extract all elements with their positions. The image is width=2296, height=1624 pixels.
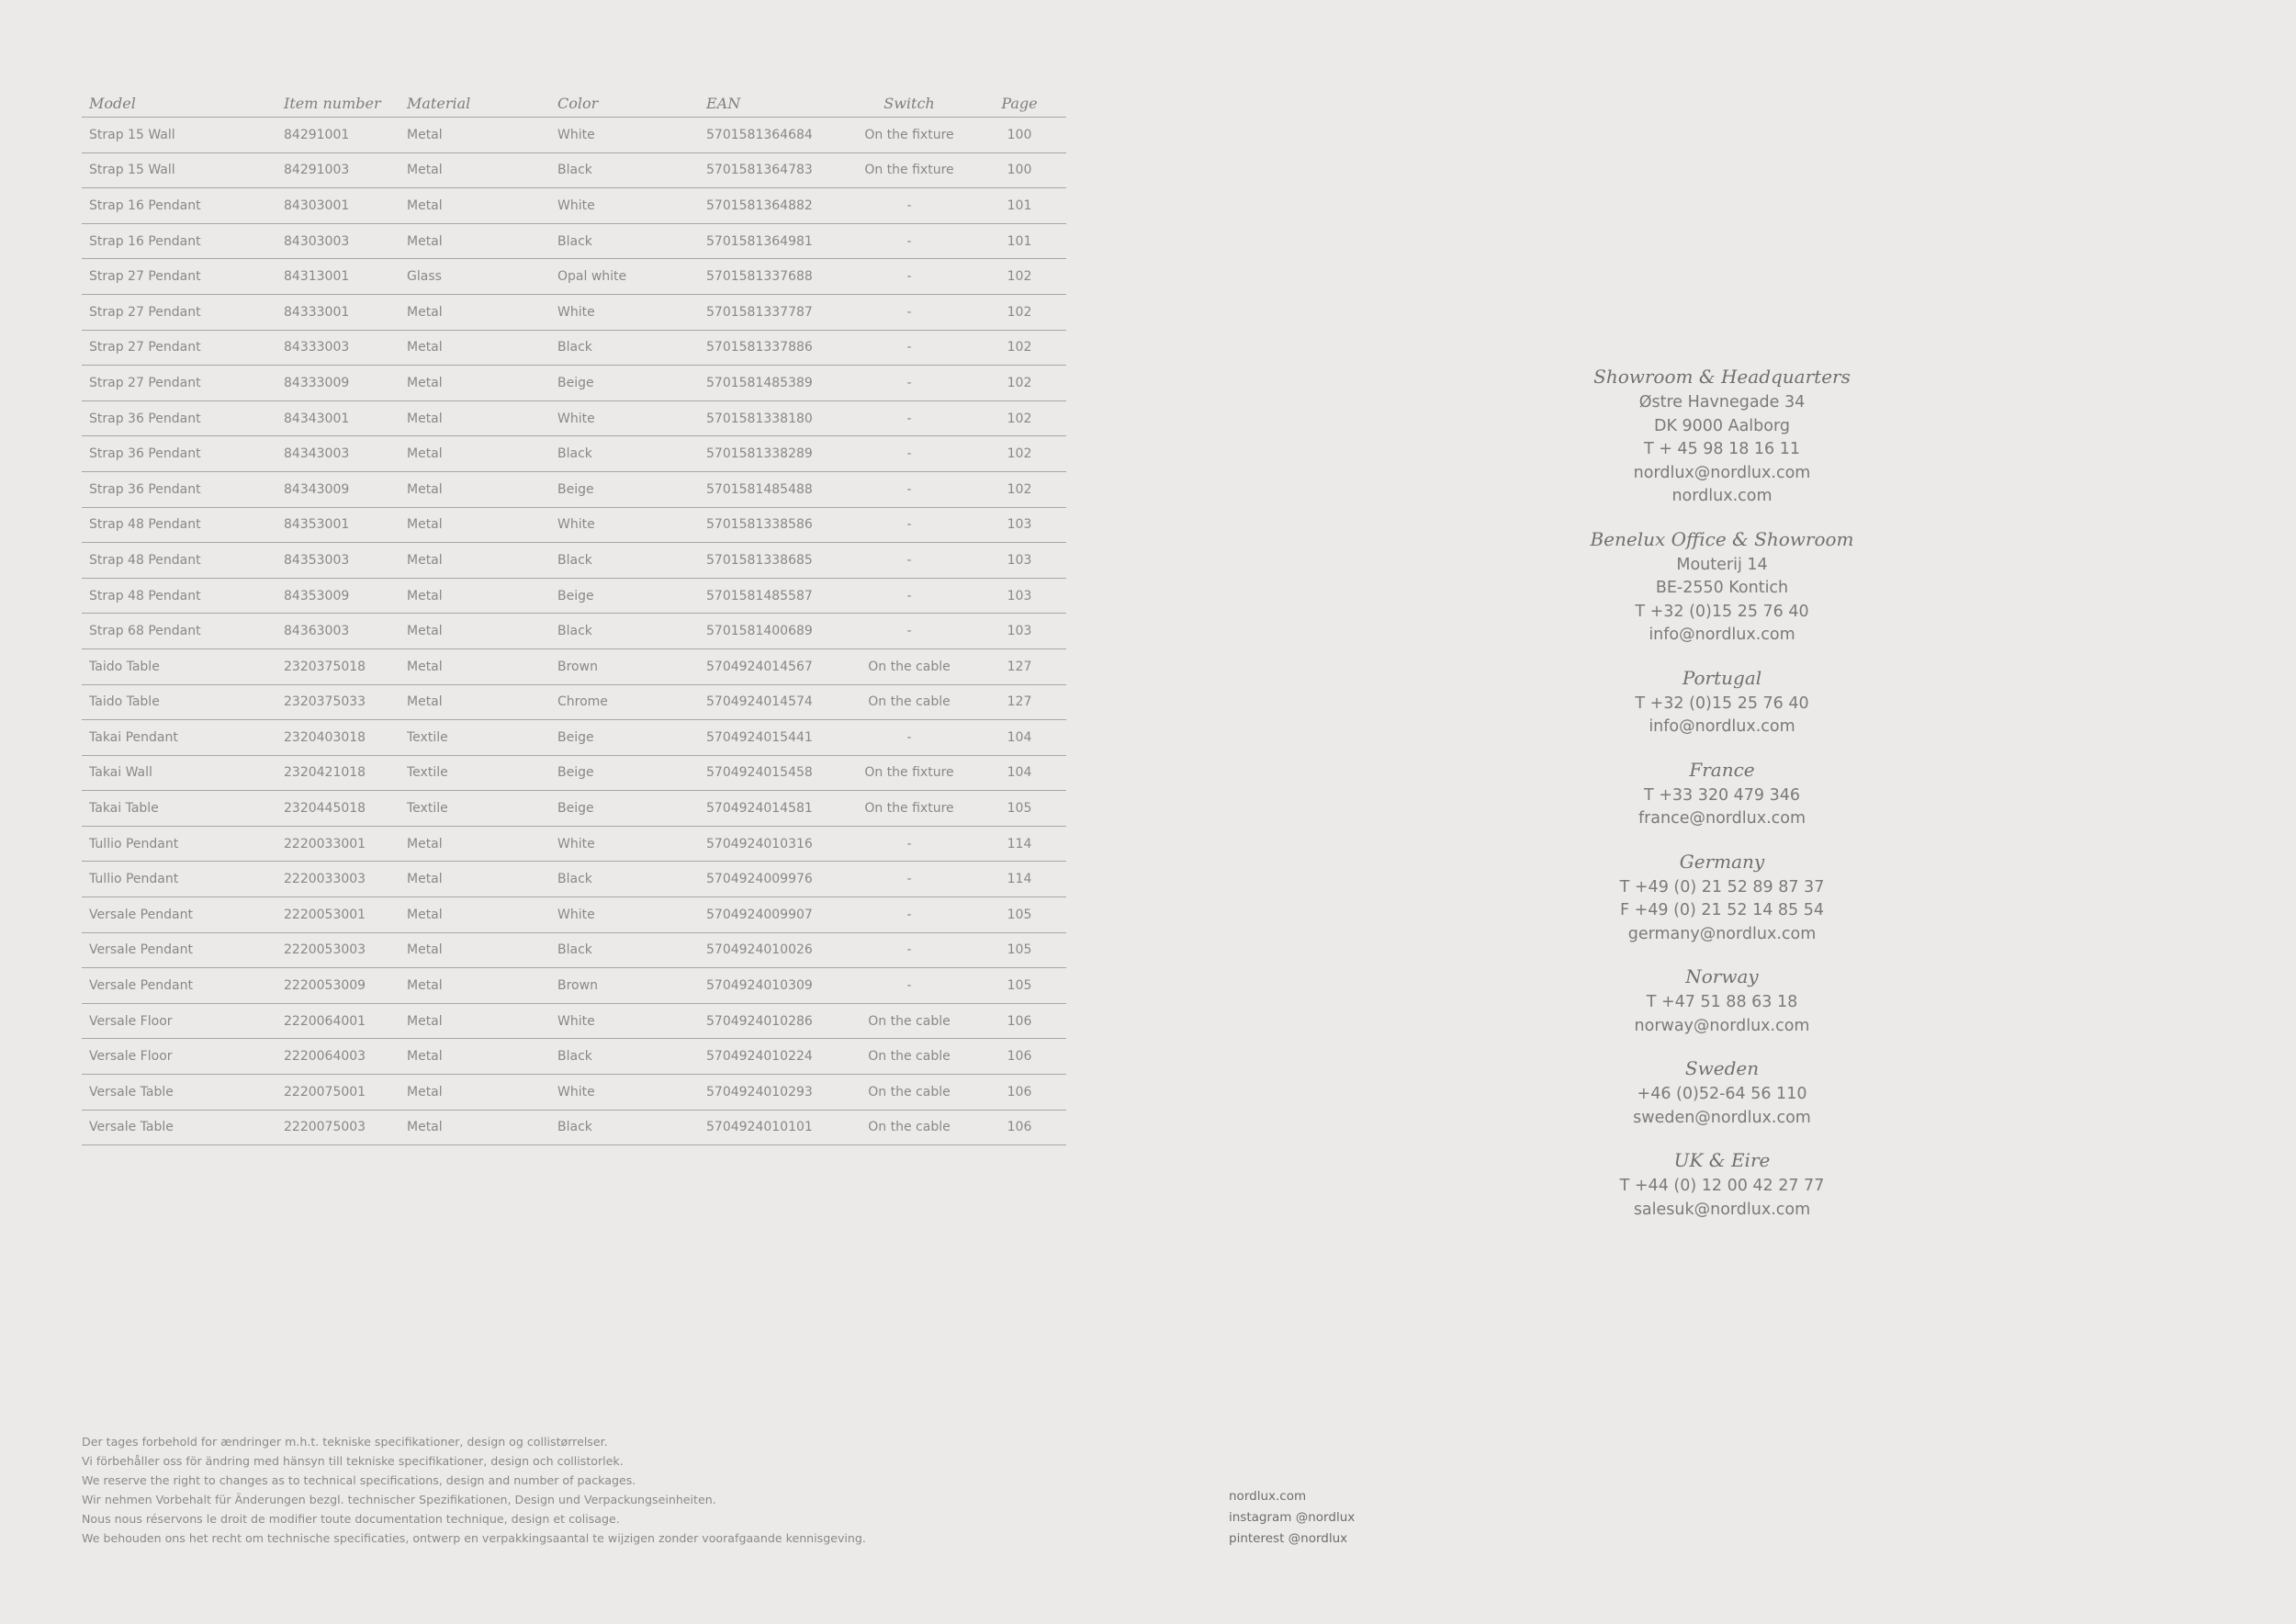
cell-switch: On the fixture [846,755,973,791]
cell-color: Beige [550,366,699,401]
cell-model: Strap 68 Pendant [82,614,276,649]
cell-model: Strap 16 Pendant [82,223,276,259]
cell-ean: 5704924010224 [699,1039,846,1075]
cell-switch: - [846,188,973,224]
cell-material: Metal [400,188,550,224]
cell-model: Versale Table [82,1110,276,1145]
cell-ean: 5701581485389 [699,366,846,401]
table-row [82,1110,1066,1145]
office-detail-line: salesuk@nordlux.com [1633,1200,1811,1219]
table-row [82,118,1066,153]
table-row [82,684,1066,720]
cell-material: Metal [400,1075,550,1111]
office-title: Benelux Office & Showroom [1590,527,1854,550]
cell-page: 103 [973,543,1066,579]
cell-model: Strap 27 Pendant [82,259,276,295]
office-detail-line: Mouterij 14 [1676,555,1768,574]
cell-material: Metal [400,471,550,507]
cell-item-number: 84303001 [276,188,400,224]
header-color: Color [550,89,699,118]
cell-color: Opal white [550,259,699,295]
cell-color: Black [550,223,699,259]
cell-ean: 5704924010026 [699,932,846,968]
social-links [1229,1486,1355,1550]
header-switch: Switch [846,89,973,118]
cell-item-number: 2220075001 [276,1075,400,1111]
disclaimer-line: We reserve the right to changes as to technical specifications, design and number of packages. [82,1473,636,1487]
table-row [82,648,1066,684]
office-title: Norway [1685,965,1759,987]
cell-model: Takai Pendant [82,720,276,756]
cell-ean: 5701581364981 [699,223,846,259]
cell-switch: - [846,436,973,472]
cell-material: Metal [400,366,550,401]
table-row [82,720,1066,756]
cell-ean: 5704924009907 [699,897,846,933]
cell-material: Metal [400,543,550,579]
office-block [1538,759,1906,831]
table-row [82,614,1066,649]
office-detail-line: nordlux.com [1671,487,1773,505]
cell-item-number: 2220033001 [276,826,400,862]
cell-model: Strap 15 Wall [82,152,276,188]
cell-material: Metal [400,897,550,933]
office-detail-line: nordlux@nordlux.com [1633,463,1811,482]
cell-color: Black [550,543,699,579]
cell-switch: On the cable [846,1003,973,1039]
table-body [82,118,1066,1145]
cell-switch: On the fixture [846,152,973,188]
cell-model: Strap 48 Pendant [82,507,276,543]
cell-ean: 5701581337688 [699,259,846,295]
office-detail-line: T +44 (0) 12 00 42 27 77 [1619,1177,1825,1195]
cell-material: Metal [400,436,550,472]
cell-ean: 5701581338586 [699,507,846,543]
cell-page: 114 [973,826,1066,862]
cell-switch: - [846,826,973,862]
disclaimer-line: Der tages forbehold for ændringer m.h.t. tekniske specifikationer, design og collistørrelser. [82,1435,608,1449]
cell-color: Black [550,1039,699,1075]
cell-ean: 5701581364882 [699,188,846,224]
table-row [82,578,1066,614]
cell-switch: - [846,932,973,968]
cell-model: Strap 27 Pendant [82,330,276,366]
office-detail-line: +46 (0)52-64 56 110 [1637,1085,1807,1103]
cell-item-number: 2220033003 [276,862,400,897]
cell-switch: - [846,614,973,649]
cell-switch: - [846,968,973,1004]
office-block [1538,528,1906,648]
cell-ean: 5701581337886 [699,330,846,366]
cell-model: Taido Table [82,648,276,684]
cell-switch: - [846,330,973,366]
social-link[interactable]: nordlux.com [1229,1489,1307,1504]
header-page: Page [973,89,1066,118]
cell-page: 106 [973,1075,1066,1111]
cell-ean: 5704924010286 [699,1003,846,1039]
cell-switch: On the cable [846,1110,973,1145]
cell-color: Black [550,1110,699,1145]
office-block [1538,667,1906,739]
cell-ean: 5701581364783 [699,152,846,188]
cell-color: Beige [550,755,699,791]
cell-item-number: 2220075003 [276,1110,400,1145]
cell-material: Metal [400,578,550,614]
office-detail-line: france@nordlux.com [1638,809,1806,828]
cell-item-number: 84291003 [276,152,400,188]
table-row [82,791,1066,827]
cell-material: Metal [400,648,550,684]
cell-material: Textile [400,755,550,791]
cell-color: Chrome [550,684,699,720]
cell-item-number: 2220053003 [276,932,400,968]
cell-model: Strap 27 Pendant [82,366,276,401]
social-link[interactable]: instagram @nordlux [1229,1510,1356,1525]
cell-item-number: 2320403018 [276,720,400,756]
cell-page: 102 [973,471,1066,507]
table-row [82,1003,1066,1039]
office-title: Showroom & Headquarters [1593,366,1851,388]
cell-switch: - [846,543,973,579]
cell-color: White [550,118,699,153]
office-detail-line: norway@nordlux.com [1634,1016,1810,1035]
cell-ean: 5701581400689 [699,614,846,649]
cell-switch: On the cable [846,684,973,720]
cell-page: 102 [973,366,1066,401]
cell-material: Metal [400,826,550,862]
office-block [1538,965,1906,1038]
cell-ean: 5704924015441 [699,720,846,756]
table-header-row [82,89,1066,118]
cell-item-number: 84291001 [276,118,400,153]
cell-model: Strap 36 Pendant [82,400,276,436]
cell-color: Beige [550,471,699,507]
office-detail-line: DK 9000 Aalborg [1654,416,1790,435]
cell-model: Versale Pendant [82,897,276,933]
disclaimer-line: We behouden ons het recht om technische specificaties, ontwerp en verpakkingsaantal te wijzigen zonder voorafgaande kennisgeving. [82,1531,866,1545]
cell-model: Versale Floor [82,1039,276,1075]
cell-model: Taido Table [82,684,276,720]
cell-color: Brown [550,968,699,1004]
cell-item-number: 84333001 [276,294,400,330]
cell-model: Versale Pendant [82,932,276,968]
cell-material: Metal [400,1110,550,1145]
cell-item-number: 84333003 [276,330,400,366]
cell-material: Metal [400,862,550,897]
cell-switch: - [846,862,973,897]
cell-model: Tullio Pendant [82,826,276,862]
cell-switch: - [846,223,973,259]
cell-color: White [550,897,699,933]
office-detail-line: germany@nordlux.com [1627,924,1817,943]
office-block [1538,1057,1906,1130]
cell-model: Strap 15 Wall [82,118,276,153]
cell-material: Metal [400,968,550,1004]
table-row [82,294,1066,330]
cell-model: Strap 27 Pendant [82,294,276,330]
cell-item-number: 84363003 [276,614,400,649]
office-title: UK & Eire [1673,1149,1771,1171]
cell-model: Versale Floor [82,1003,276,1039]
table-row [82,436,1066,472]
cell-ean: 5701581338180 [699,400,846,436]
cell-switch: On the cable [846,1039,973,1075]
cell-ean: 5701581485587 [699,578,846,614]
office-detail-line: T +32 (0)15 25 76 40 [1635,602,1809,621]
cell-switch: - [846,259,973,295]
cell-item-number: 84353003 [276,543,400,579]
cell-page: 102 [973,400,1066,436]
cell-color: Black [550,614,699,649]
cell-item-number: 2220053009 [276,968,400,1004]
cell-color: White [550,188,699,224]
disclaimer-line: Wir nehmen Vorbehalt für Änderungen bezgl. technischer Spezifikationen, Design und Verpackungseinheiten. [82,1493,716,1506]
cell-item-number: 2220064001 [276,1003,400,1039]
cell-page: 102 [973,330,1066,366]
cell-model: Strap 36 Pendant [82,436,276,472]
cell-color: Black [550,436,699,472]
cell-ean: 5701581338289 [699,436,846,472]
office-detail-line: F +49 (0) 21 52 14 85 54 [1619,901,1825,919]
office-title: Germany [1679,850,1765,873]
header-item-number: Item number [276,89,400,118]
cell-color: White [550,1003,699,1039]
table-row [82,1075,1066,1111]
cell-item-number: 84343001 [276,400,400,436]
cell-item-number: 84333009 [276,366,400,401]
cell-item-number: 2320375033 [276,684,400,720]
cell-ean: 5701581364684 [699,118,846,153]
cell-material: Metal [400,1039,550,1075]
product-table [82,89,1066,1145]
office-block [1538,851,1906,947]
cell-page: 102 [973,294,1066,330]
cell-item-number: 84343009 [276,471,400,507]
cell-item-number: 84343003 [276,436,400,472]
cell-item-number: 2220064003 [276,1039,400,1075]
cell-ean: 5704924014567 [699,648,846,684]
cell-model: Strap 36 Pendant [82,471,276,507]
cell-model: Strap 16 Pendant [82,188,276,224]
cell-material: Metal [400,614,550,649]
cell-ean: 5704924014574 [699,684,846,720]
cell-page: 102 [973,259,1066,295]
cell-ean: 5701581485488 [699,471,846,507]
cell-ean: 5704924014581 [699,791,846,827]
cell-item-number: 2320375018 [276,648,400,684]
cell-color: White [550,507,699,543]
cell-ean: 5704924010293 [699,1075,846,1111]
cell-page: 105 [973,897,1066,933]
cell-material: Metal [400,507,550,543]
cell-item-number: 2320445018 [276,791,400,827]
cell-model: Strap 48 Pendant [82,543,276,579]
header-material: Material [400,89,550,118]
table-row [82,543,1066,579]
cell-ean: 5704924010316 [699,826,846,862]
table-row [82,188,1066,224]
social-link[interactable]: pinterest @nordlux [1229,1531,1348,1546]
cell-item-number: 84353009 [276,578,400,614]
table-row [82,400,1066,436]
cell-page: 106 [973,1039,1066,1075]
cell-material: Metal [400,684,550,720]
cell-material: Textile [400,720,550,756]
cell-color: White [550,1075,699,1111]
office-title: Sweden [1684,1057,1760,1079]
table-row [82,755,1066,791]
office-block [1538,366,1906,509]
disclaimer-line: Vi förbehåller oss för ändring med hänsyn till tekniske specifikationer, design och collistorlek. [82,1454,624,1468]
table-row [82,471,1066,507]
cell-material: Textile [400,791,550,827]
cell-item-number: 2320421018 [276,755,400,791]
disclaimer-line: Nous nous réservons le droit de modifier toute documentation technique, design et colisage. [82,1512,620,1526]
cell-switch: On the fixture [846,118,973,153]
cell-model: Takai Table [82,791,276,827]
cell-model: Tullio Pendant [82,862,276,897]
cell-material: Metal [400,1003,550,1039]
cell-switch: - [846,400,973,436]
disclaimer [82,1432,866,1548]
table-row [82,507,1066,543]
cell-page: 100 [973,152,1066,188]
office-detail-line: T +47 51 88 63 18 [1646,993,1798,1011]
cell-color: Beige [550,720,699,756]
cell-color: White [550,294,699,330]
cell-color: White [550,400,699,436]
table-row [82,330,1066,366]
cell-color: Beige [550,578,699,614]
cell-page: 127 [973,648,1066,684]
cell-color: Black [550,330,699,366]
office-detail-line: info@nordlux.com [1649,717,1795,736]
cell-ean: 5704924015458 [699,755,846,791]
cell-switch: - [846,507,973,543]
office-detail-line: BE-2550 Kontich [1655,579,1789,597]
cell-page: 127 [973,684,1066,720]
cell-switch: - [846,578,973,614]
cell-switch: On the cable [846,1075,973,1111]
contact-directory [1538,366,1906,1241]
table-row [82,223,1066,259]
cell-page: 106 [973,1110,1066,1145]
header-model: Model [82,89,276,118]
cell-color: Black [550,862,699,897]
table-row [82,366,1066,401]
table-row [82,932,1066,968]
cell-page: 104 [973,720,1066,756]
cell-page: 114 [973,862,1066,897]
cell-color: Brown [550,648,699,684]
cell-page: 103 [973,507,1066,543]
table-row [82,1039,1066,1075]
cell-ean: 5701581338685 [699,543,846,579]
cell-material: Metal [400,152,550,188]
header-ean: EAN [699,89,846,118]
cell-color: Black [550,932,699,968]
cell-page: 103 [973,578,1066,614]
cell-switch: - [846,366,973,401]
cell-material: Metal [400,330,550,366]
cell-page: 101 [973,188,1066,224]
cell-color: White [550,826,699,862]
cell-material: Metal [400,294,550,330]
cell-material: Metal [400,400,550,436]
cell-switch: - [846,294,973,330]
cell-model: Strap 48 Pendant [82,578,276,614]
cell-model: Takai Wall [82,755,276,791]
cell-switch: - [846,897,973,933]
cell-material: Metal [400,118,550,153]
cell-item-number: 84353001 [276,507,400,543]
cell-page: 101 [973,223,1066,259]
table-row [82,152,1066,188]
cell-page: 106 [973,1003,1066,1039]
office-title: France [1689,758,1755,781]
cell-page: 104 [973,755,1066,791]
cell-model: Versale Pendant [82,968,276,1004]
office-detail-line: T +32 (0)15 25 76 40 [1635,694,1809,713]
office-detail-line: Østre Havnegade 34 [1638,393,1806,412]
table-row [82,826,1066,862]
cell-page: 105 [973,932,1066,968]
cell-page: 105 [973,968,1066,1004]
table-row [82,862,1066,897]
office-block [1538,1149,1906,1222]
cell-item-number: 84303003 [276,223,400,259]
cell-item-number: 2220053001 [276,897,400,933]
table-row [82,968,1066,1004]
office-detail-line: T +49 (0) 21 52 89 87 37 [1619,877,1825,897]
cell-ean: 5701581337787 [699,294,846,330]
cell-material: Metal [400,223,550,259]
cell-model: Versale Table [82,1075,276,1111]
office-title: Portugal [1682,666,1762,689]
cell-switch: On the cable [846,648,973,684]
cell-color: Beige [550,791,699,827]
cell-item-number: 84313001 [276,259,400,295]
cell-page: 100 [973,118,1066,153]
office-detail-line: sweden@nordlux.com [1633,1108,1811,1127]
table-row [82,259,1066,295]
cell-material: Metal [400,932,550,968]
cell-ean: 5704924009976 [699,862,846,897]
office-detail-line: T +33 320 479 346 [1643,785,1801,805]
cell-material: Glass [400,259,550,295]
cell-ean: 5704924010101 [699,1110,846,1145]
cell-ean: 5704924010309 [699,968,846,1004]
cell-switch: - [846,471,973,507]
cell-page: 105 [973,791,1066,827]
cell-switch: - [846,720,973,756]
table-row [82,897,1066,933]
office-detail-line: info@nordlux.com [1649,626,1795,644]
cell-page: 103 [973,614,1066,649]
cell-page: 102 [973,436,1066,472]
cell-color: Black [550,152,699,188]
cell-switch: On the fixture [846,791,973,827]
office-detail-line: T + 45 98 18 16 11 [1643,440,1801,458]
